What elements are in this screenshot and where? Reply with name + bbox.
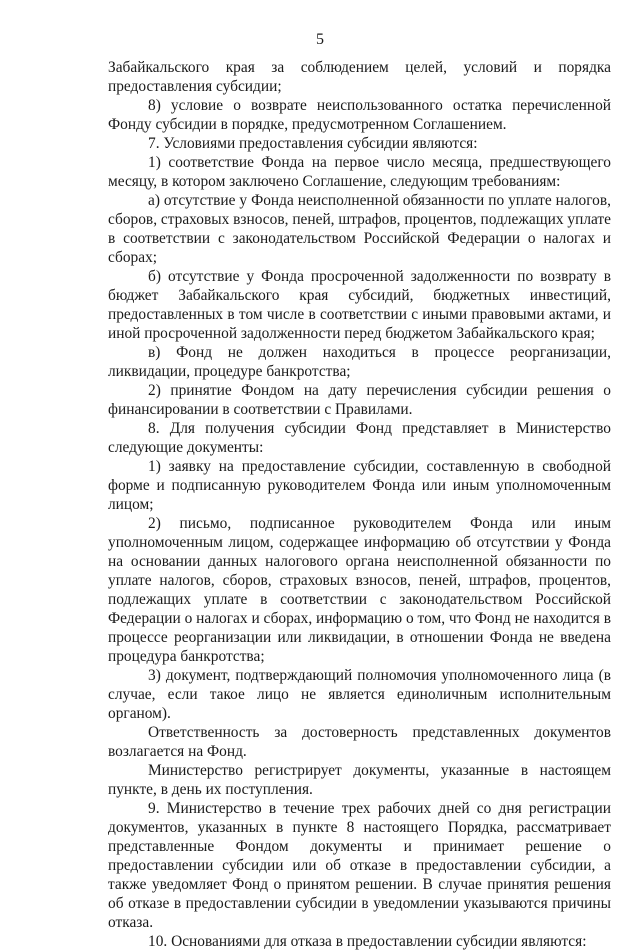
page-number: 5 (316, 31, 324, 48)
paragraph-section-8-item-2: 2) письмо, подписанное руководителем Фонда или иным уполномоченным лицом, содержащее информацию об отсутствии у Фонда на основании данных налогового органа неисполненной обязанности по уплате налогов, сборов, страховых взносов, пеней, штрафов, процентов, подлежащих уплате в соответствии с законодательством Российской Федерации о налогах и сборах, информацию о том, что Фонд не находится в процессе реорганизации или ликвидации, в отношении Фонда не введена процедура банкротства; (108, 515, 611, 665)
paragraph-section-8-item-1: 1) заявку на предоставление субсидии, составленную в свободной форме и подписанную руководителем Фонда или иным уполномоченным лицом; (108, 458, 611, 513)
paragraph-section-9: 9. Министерство в течение трех рабочих дней со дня регистрации документов, указанных в пункте 8 настоящего Порядка, рассматривает представленные Фондом документы и принимает решение о предоставлении субсидии или об отказе в предоставлении субсидии, а также уведомляет Фонд о принятом решении. В случае принятия решения об отказе в предоставлении субсидии в уведомлении указываются причины отказа. (108, 800, 611, 931)
paragraph-section-10: 10. Основаниями для отказа в предоставлении субсидии являются: (148, 933, 587, 950)
document-body (108, 58, 611, 951)
paragraph-registration: Министерство регистрирует документы, указанные в настоящем пункте, в день их поступления. (108, 762, 611, 798)
paragraph-subitem-v: в) Фонд не должен находиться в процессе реорганизации, ликвидации, процедуре банкротства; (108, 344, 611, 380)
paragraph-subitem-a: а) отсутствие у Фонда неисполненной обязанности по уплате налогов, сборов, страховых взносов, пеней, штрафов, процентов, подлежащих уплате в соответствии с законодательством Российской Федерации о налогах и сборах; (108, 192, 611, 266)
paragraph-section-7-item-2: 2) принятие Фондом на дату перечисления субсидии решения о финансировании в соответствии с Правилами. (108, 382, 611, 418)
paragraph-section-8-item-3: 3) документ, подтверждающий полномочия уполномоченного лица (в случае, если такое лицо не является единоличным исполнительным органом). (108, 667, 611, 722)
paragraph-subitem-b: б) отсутствие у Фонда просроченной задолженности по возврату в бюджет Забайкальского края субсидий, бюджетных инвестиций, предоставленных в том числе в соответствии с иными правовыми актами, и иной просроченной задолженности перед бюджетом Забайкальского края; (108, 268, 611, 342)
paragraph-continuation: Забайкальского края за соблюдением целей, условий и порядка предоставления субсидии; (108, 59, 611, 95)
paragraph-item-8: 8) условие о возврате неиспользованного остатка перечисленной Фонду субсидии в порядке, предусмотренном Соглашением. (108, 97, 611, 133)
paragraph-responsibility: Ответственность за достоверность представленных документов возлагается на Фонд. (108, 724, 611, 760)
paragraph-section-7-item-1: 1) соответствие Фонда на первое число месяца, предшествующего месяцу, в котором заключено Соглашение, следующим требованиям: (108, 154, 611, 190)
paragraph-section-7: 7. Условиями предоставления субсидии являются: (148, 135, 478, 152)
paragraph-section-8: 8. Для получения субсидии Фонд представляет в Министерство следующие документы: (108, 420, 611, 456)
